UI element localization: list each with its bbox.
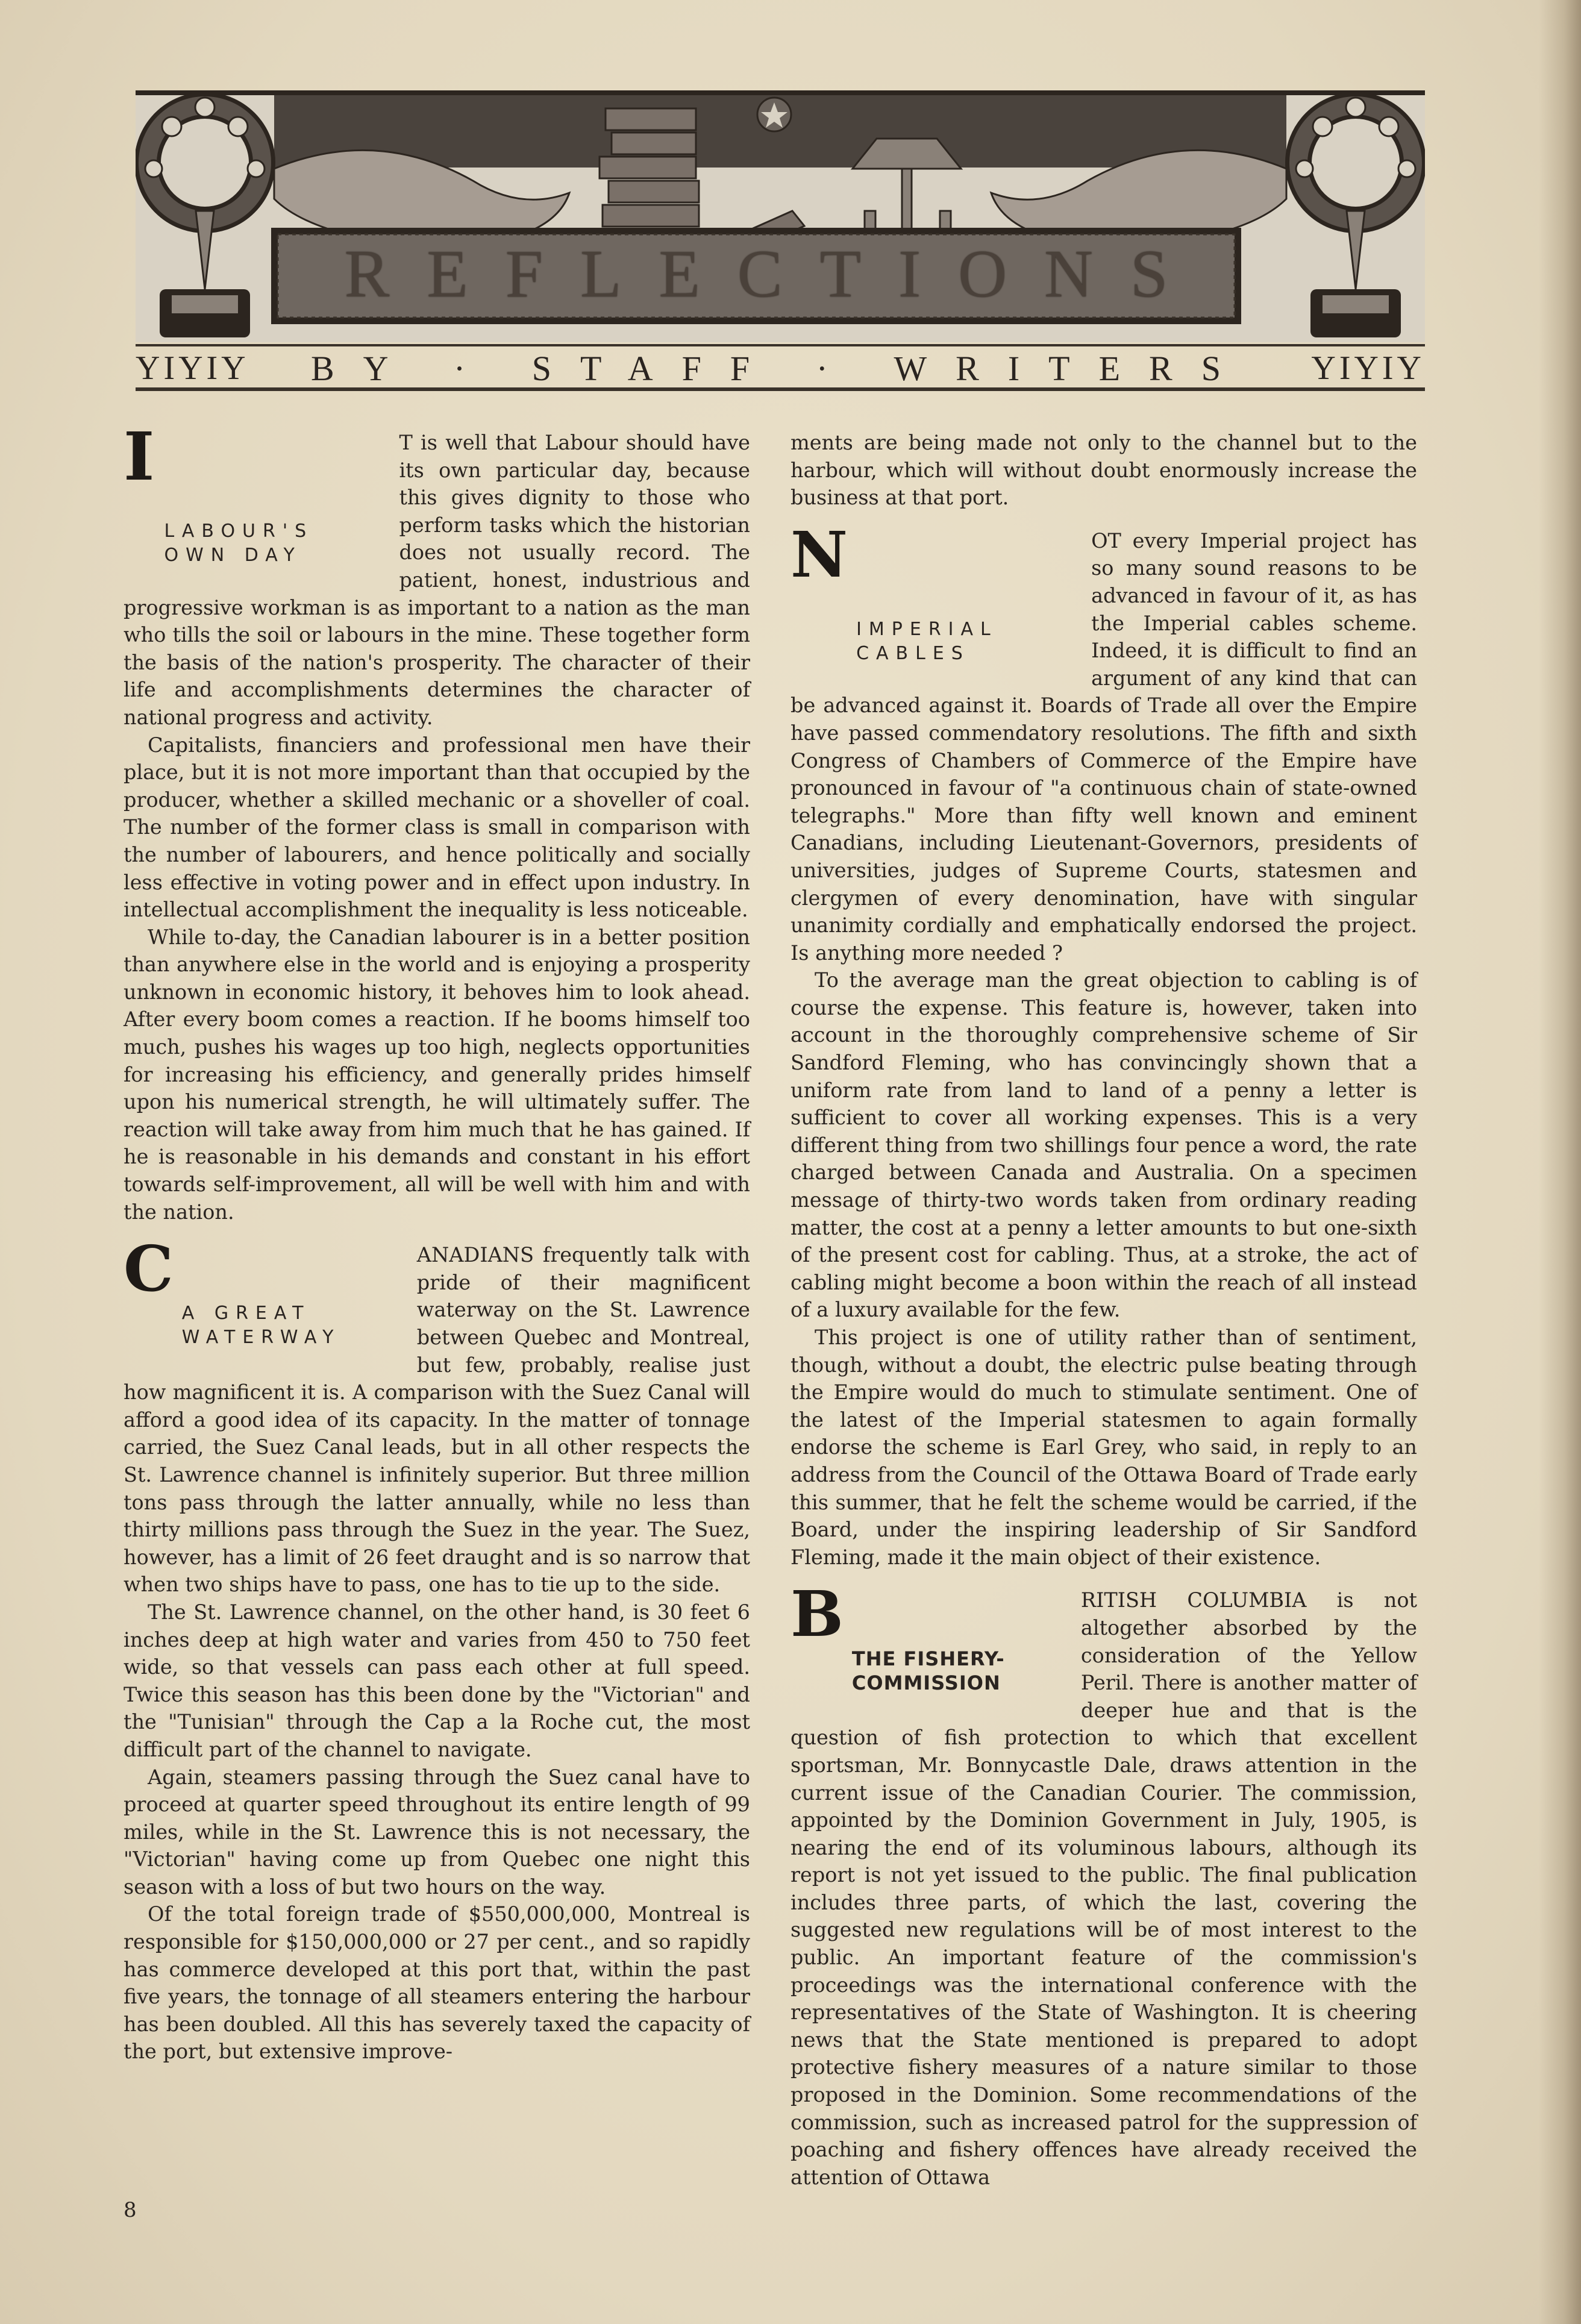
article-imperial-cables: [790, 517, 1417, 1571]
article-paragraph: The St. Lawrence channel, on the other hand, is 30 feet 6 inches deep at high water and varies from 450 to 750 feet wide, so that vessels can pass each other at full speed. Twice this season has this been done by the "Victorian" and the "Tunisian" through the Cap a la Roche cut, the most difficult part of the channel to navigate.: [124, 1600, 750, 1761]
left-column: [124, 418, 750, 2081]
title-plate: [271, 226, 1241, 322]
article-paragraph: ANADIANS frequently talk with pride of their magnificent waterway on the St. Lawrence between Quebec and Montreal, but few, probably, realise just how magnificent it is. A comparison with the Suez Canal will afford a good idea of its capacity. In the matter of tonnage carried, the Suez Canal leads, but in all other respects the St. Lawrence channel is infinitely superior. But three million tons pass through the latter annually, while no less than thirty millions pass through the Suez in the year. The Suez, however, has a limit of 26 feet draught and is so narrow that when two ships have to pass, one has to tie up to the side.: [124, 1243, 750, 1597]
article-paragraph: T is well that Labour should have its own particular day, because this gives dignity to those who perform tasks which the historian does not usually record. The patient, honest, industrious and progressive workman is as important to a nation as the man who tills the soil or labours in the mine. These together form the basis of the nation's prosperity. The character of their life and accomplishments determines the character of national progress and activity.: [124, 431, 750, 729]
byline-bottom-rule: [136, 387, 1425, 391]
page-title: REFLECTIONS: [344, 236, 1206, 312]
byline-top-rule: [136, 344, 1425, 346]
star-emblem-icon: [757, 98, 791, 131]
header-banner: [136, 90, 1425, 349]
byline-ornament-right: ΥΙΥΙΥ: [1311, 349, 1425, 387]
article-paragraph: OT every Imperial project has so many sound reasons to be advanced in favour of it, as has the Imperial cables scheme. Indeed, it is difficult to find an argument of any kind that can be advanced against it. Boards of Trade all over the Empire have passed commendatory resolutions. The fifth and sixth Congress of Chambers of Commerce of the Empire have pronounced in favour of "a continuous chain of state-owned telegraphs." More than fifty well known and eminent Canadians, including Lieutenant-Governors, presidents of universities, judges of Supreme Courts, statesmen and clergymen of every denomination, have with singular unanimity cordially and emphatically endorsed the project. Is anything more needed ?: [790, 528, 1417, 965]
page-number: 8: [124, 2198, 137, 2222]
article-fishery-commission: [790, 1577, 1417, 2191]
article-labour-day: [124, 418, 750, 1226]
byline-ornament-left: ΥΙΥΙΥ: [136, 349, 249, 387]
byline: [136, 349, 1425, 387]
article-great-waterway: [124, 1232, 750, 2066]
article-paragraph: This project is one of utility rather than of sentiment, though, without a doubt, the electric pulse beating through the Empire would do much to stimulate sentiment. One of the latest of the Imperial statesmen to again formally endorse the scheme is Earl Grey, who said, in reply to an address from the Council of the Ottawa Board of Trade early this summer, that he felt the scheme would be carried, if the Board, under the inspiring leadership of Sir Sandford Fleming, made it the main object of their existence.: [790, 1326, 1417, 1569]
page-spine-shadow: [1539, 0, 1581, 2324]
sidehead-cables: IMPERIAL CABLES: [856, 618, 998, 664]
article-paragraph: To the average man the great objection to cabling is of course the expense. This feature is, however, taken into account in the thoroughly comprehensive scheme of Sir Sandford Fleming, who has convincingly shown that a uniform rate from land to land of a penny a letter is sufficient to cover all working expenses. This is a very different thing from two shillings four pence a word, the rate charged between Canada and Australia. On a specimen message of thirty-two words taken from ordinary reading matter, the cost at a penny a letter amounts to but one-sixth of the present cost for cabling. Thus, at a stroke, the act of cabling might become a boon within the reach of all instead of a luxury available for the few.: [790, 968, 1417, 1322]
sidehead-fishery: THE FISHERY-COMMISSION: [851, 1647, 1005, 1695]
article-paragraph: ments are being made not only to the channel but to the harbour, which will without doubt enormously increase the business at that port.: [790, 431, 1417, 510]
dropcap: C: [124, 1232, 174, 1306]
byline-text: BY · STAFF · WRITERS: [311, 348, 1250, 388]
dropcap: I: [124, 418, 155, 495]
sidehead-labour: LABOUR'S OWN DAY: [164, 521, 314, 566]
article-continuation: [790, 429, 1417, 512]
dropcap: B: [790, 1577, 844, 1652]
article-paragraph: Of the total foreign trade of $550,000,000, Montreal is responsible for $150,000,000 or 27 per cent., and so rapidly has commerce developed at this port that, within the past five years, the tonnage of all steamers entering the harbour has been doubled. All this has severely taxed the capacity of the port, but extensive improve-: [124, 1902, 750, 2064]
article-paragraph: RITISH COLUMBIA is not altogether absorbed by the consideration of the Yellow Peril. There is another matter of deeper hue and that is the question of fish protection to which that excellent sportsman, Mr. Bonnycastle Dale, draws attention in the current issue of the Canadian Courier. The commission, appointed by the Dominion Government in July, 1905, is nearing the end of its voluminous labours, although its report is not yet issued to the public. The final publication includes three parts, of which the last, covering the suggested new regulations will be of most interest to the public. An important feature of the commission's proceedings was the international conference with the representatives of the State of Washington. It is cheering news that the State mentioned is prepared to adopt protective fishery measures of a nature similar to those proposed in the Dominion. Some recommendations of the commission, such as increased patrol for the suppression of poaching and fishery offences have already received the attention of Ottawa: [790, 1588, 1417, 2189]
article-paragraph: While to-day, the Canadian labourer is in a better position than anywhere else in the world and is enjoying a prosperity unknown in economic history, it behoves him to look ahead. After every boom comes a reaction. If he booms himself too much, pushes his wages up too high, neglects opportunities for increasing his efficiency, and generally prides himself upon his numerical strength, he will ultimately suffer. The reaction will take away from him much that he has gained. If he is reasonable in his demands and constant in his effort towards self-improvement, all will be well with him and with the nation.: [124, 925, 750, 1224]
dropcap: N: [790, 517, 848, 592]
article-paragraph: Again, steamers passing through the Suez canal have to proceed at quarter speed throughout its entire length of 99 miles, while in the St. Lawrence this is not necessary, the "Victorian" having come up from Quebec one night this season with a loss of but two hours on the way.: [124, 1765, 750, 1899]
article-paragraph: Capitalists, financiers and professional men have their place, but it is not more important than that occupied by the producer, whether a skilled mechanic or a shoveller of coal. The number of the former class is small in comparison with the number of labourers, and hence politically and socially less effective in voting power and in effect upon industry. In intellectual accomplishment the inequality is less noticeable.: [124, 733, 750, 922]
right-column: [790, 429, 1417, 2207]
sidehead-waterway: A GREAT WATERWAY: [181, 1303, 341, 1348]
